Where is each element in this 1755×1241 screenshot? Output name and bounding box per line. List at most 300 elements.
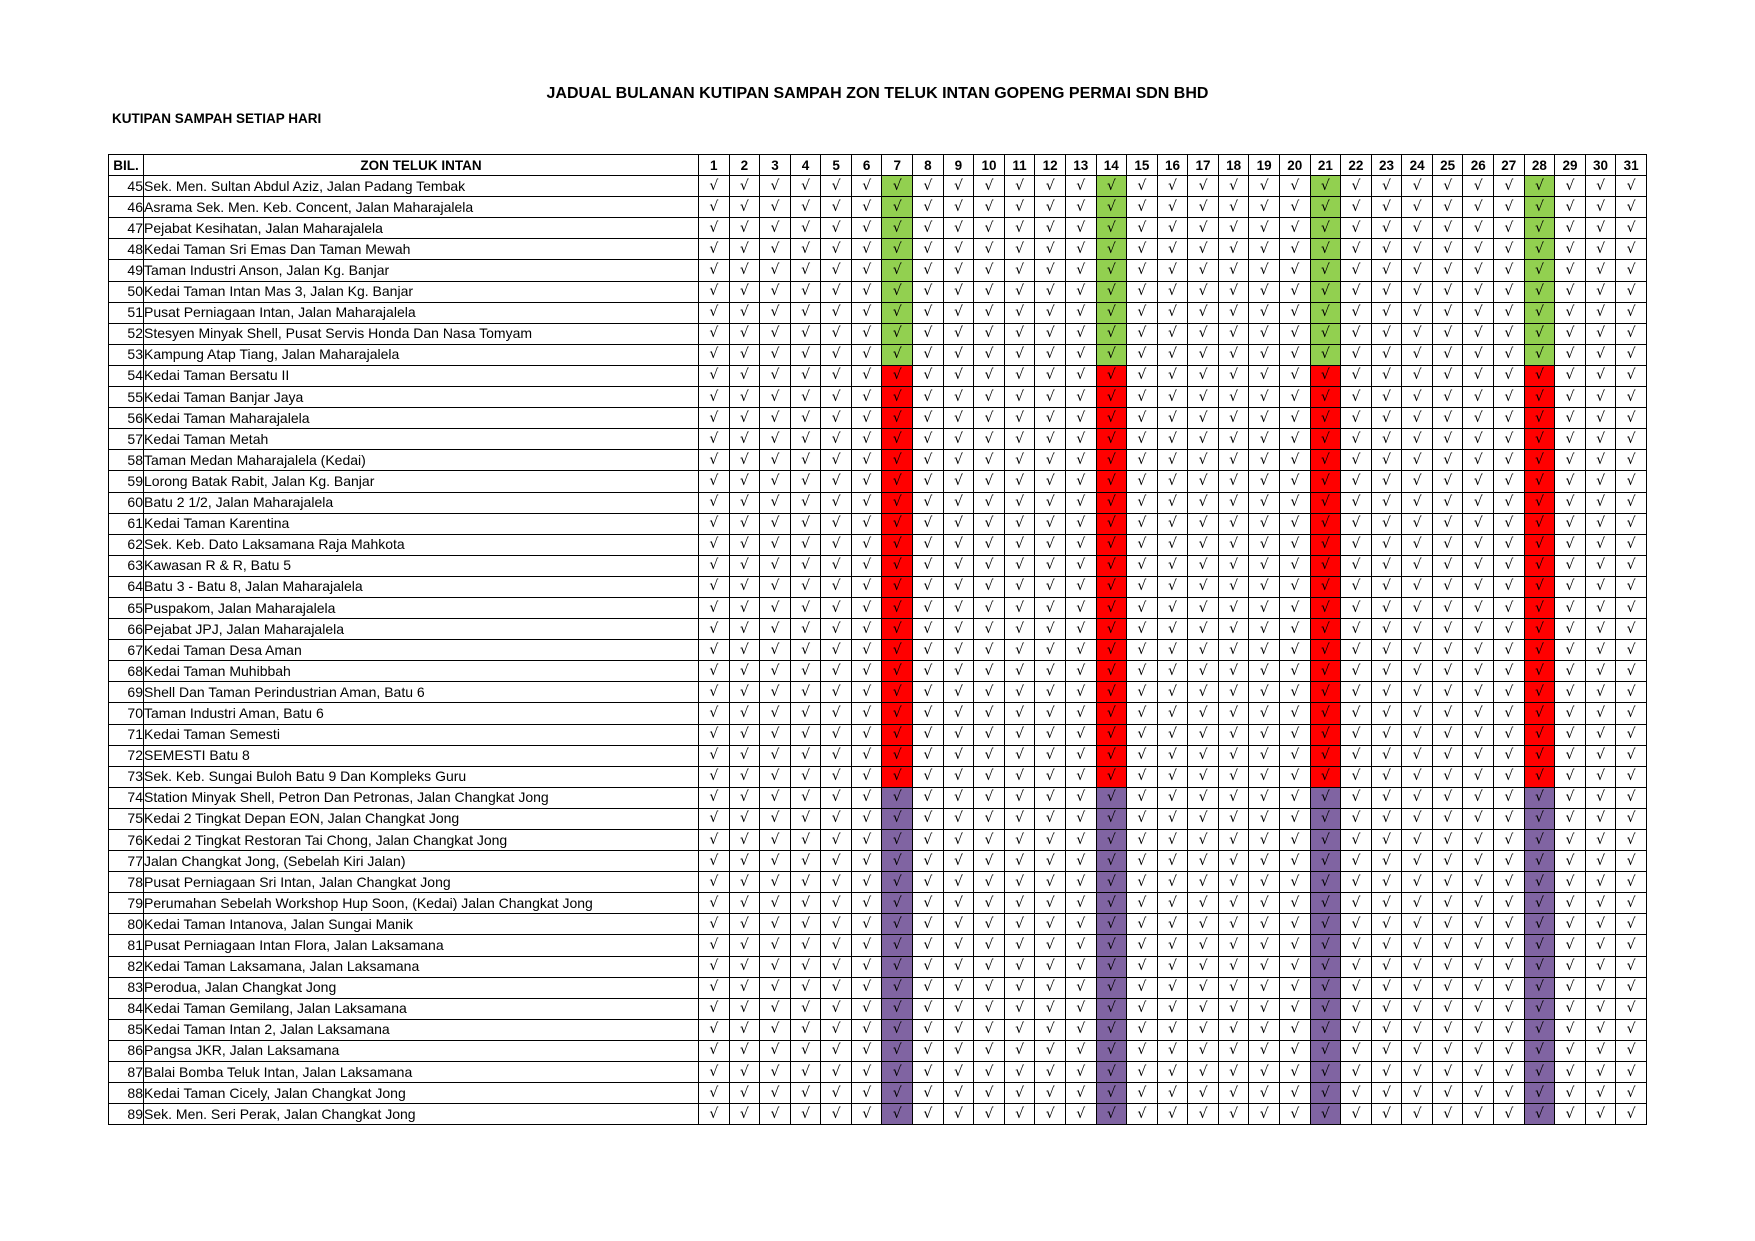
- day-cell-2: √: [729, 787, 760, 808]
- day-cell-4: √: [790, 766, 821, 787]
- day-cell-26: √: [1463, 851, 1494, 872]
- day-cell-11: √: [1004, 260, 1035, 281]
- day-cell-26: √: [1463, 1104, 1494, 1125]
- day-cell-27: √: [1494, 1062, 1525, 1083]
- day-cell-5: √: [821, 1083, 852, 1104]
- day-cell-29: √: [1555, 365, 1586, 386]
- day-cell-29: √: [1555, 1019, 1586, 1040]
- day-cell-25: √: [1432, 766, 1463, 787]
- day-cell-13: √: [1065, 956, 1096, 977]
- day-cell-7: √: [882, 619, 913, 640]
- day-cell-23: √: [1371, 513, 1402, 534]
- day-cell-7: √: [882, 893, 913, 914]
- day-cell-25: √: [1432, 323, 1463, 344]
- day-cell-7: √: [882, 851, 913, 872]
- day-cell-22: √: [1341, 914, 1372, 935]
- day-cell-20: √: [1279, 555, 1310, 576]
- day-cell-30: √: [1585, 197, 1616, 218]
- day-cell-15: √: [1127, 471, 1158, 492]
- day-cell-31: √: [1616, 408, 1647, 429]
- day-cell-12: √: [1035, 766, 1066, 787]
- day-cell-19: √: [1249, 914, 1280, 935]
- day-cell-2: √: [729, 344, 760, 365]
- day-cell-5: √: [821, 429, 852, 450]
- day-cell-5: √: [821, 492, 852, 513]
- day-cell-19: √: [1249, 998, 1280, 1019]
- day-cell-5: √: [821, 387, 852, 408]
- table-row: [109, 935, 1647, 956]
- day-cell-23: √: [1371, 808, 1402, 829]
- day-cell-23: √: [1371, 450, 1402, 471]
- day-cell-4: √: [790, 450, 821, 471]
- day-cell-30: √: [1585, 239, 1616, 260]
- table-header-row: [109, 155, 1647, 176]
- row-number: 79: [109, 893, 144, 914]
- row-number: 85: [109, 1019, 144, 1040]
- day-cell-7: √: [882, 830, 913, 851]
- day-cell-26: √: [1463, 998, 1494, 1019]
- header-day-23: 23: [1371, 155, 1402, 176]
- day-cell-14: √: [1096, 956, 1127, 977]
- day-cell-1: √: [699, 1104, 730, 1125]
- day-cell-26: √: [1463, 576, 1494, 597]
- day-cell-10: √: [974, 640, 1005, 661]
- day-cell-3: √: [760, 893, 791, 914]
- day-cell-13: √: [1065, 218, 1096, 239]
- day-cell-8: √: [913, 745, 944, 766]
- day-cell-31: √: [1616, 830, 1647, 851]
- day-cell-12: √: [1035, 302, 1066, 323]
- day-cell-26: √: [1463, 787, 1494, 808]
- table-body: [109, 176, 1647, 1125]
- day-cell-31: √: [1616, 344, 1647, 365]
- table-row: [109, 387, 1647, 408]
- day-cell-23: √: [1371, 302, 1402, 323]
- day-cell-21: √: [1310, 914, 1341, 935]
- day-cell-26: √: [1463, 492, 1494, 513]
- day-cell-24: √: [1402, 808, 1433, 829]
- day-cell-10: √: [974, 998, 1005, 1019]
- day-cell-12: √: [1035, 176, 1066, 197]
- table-row: [109, 197, 1647, 218]
- day-cell-11: √: [1004, 830, 1035, 851]
- day-cell-17: √: [1188, 1104, 1219, 1125]
- day-cell-9: √: [943, 471, 974, 492]
- day-cell-31: √: [1616, 1062, 1647, 1083]
- day-cell-3: √: [760, 218, 791, 239]
- day-cell-4: √: [790, 808, 821, 829]
- day-cell-27: √: [1494, 787, 1525, 808]
- header-day-28: 28: [1524, 155, 1555, 176]
- day-cell-10: √: [974, 344, 1005, 365]
- day-cell-9: √: [943, 260, 974, 281]
- day-cell-21: √: [1310, 450, 1341, 471]
- day-cell-29: √: [1555, 450, 1586, 471]
- day-cell-4: √: [790, 576, 821, 597]
- day-cell-29: √: [1555, 597, 1586, 618]
- day-cell-16: √: [1157, 851, 1188, 872]
- day-cell-12: √: [1035, 429, 1066, 450]
- day-cell-28: √: [1524, 597, 1555, 618]
- day-cell-18: √: [1218, 471, 1249, 492]
- table-row: [109, 1019, 1647, 1040]
- day-cell-5: √: [821, 998, 852, 1019]
- day-cell-24: √: [1402, 766, 1433, 787]
- day-cell-21: √: [1310, 239, 1341, 260]
- day-cell-6: √: [851, 260, 882, 281]
- day-cell-22: √: [1341, 956, 1372, 977]
- zone-name: SEMESTI Batu 8: [144, 745, 699, 766]
- day-cell-17: √: [1188, 1062, 1219, 1083]
- day-cell-4: √: [790, 724, 821, 745]
- day-cell-6: √: [851, 239, 882, 260]
- day-cell-9: √: [943, 387, 974, 408]
- day-cell-21: √: [1310, 766, 1341, 787]
- day-cell-6: √: [851, 365, 882, 386]
- day-cell-4: √: [790, 640, 821, 661]
- day-cell-18: √: [1218, 365, 1249, 386]
- day-cell-25: √: [1432, 408, 1463, 429]
- day-cell-7: √: [882, 429, 913, 450]
- day-cell-22: √: [1341, 830, 1372, 851]
- day-cell-10: √: [974, 387, 1005, 408]
- day-cell-20: √: [1279, 935, 1310, 956]
- day-cell-26: √: [1463, 387, 1494, 408]
- day-cell-21: √: [1310, 281, 1341, 302]
- day-cell-25: √: [1432, 977, 1463, 998]
- day-cell-15: √: [1127, 745, 1158, 766]
- day-cell-27: √: [1494, 1104, 1525, 1125]
- zone-name: Puspakom, Jalan Maharajalela: [144, 597, 699, 618]
- day-cell-20: √: [1279, 218, 1310, 239]
- day-cell-15: √: [1127, 513, 1158, 534]
- day-cell-11: √: [1004, 555, 1035, 576]
- day-cell-16: √: [1157, 218, 1188, 239]
- day-cell-13: √: [1065, 176, 1096, 197]
- day-cell-31: √: [1616, 640, 1647, 661]
- day-cell-26: √: [1463, 450, 1494, 471]
- day-cell-11: √: [1004, 787, 1035, 808]
- day-cell-30: √: [1585, 977, 1616, 998]
- day-cell-20: √: [1279, 830, 1310, 851]
- day-cell-27: √: [1494, 365, 1525, 386]
- day-cell-29: √: [1555, 471, 1586, 492]
- zone-name: Pejabat JPJ, Jalan Maharajalela: [144, 619, 699, 640]
- day-cell-14: √: [1096, 597, 1127, 618]
- day-cell-17: √: [1188, 661, 1219, 682]
- day-cell-27: √: [1494, 724, 1525, 745]
- day-cell-14: √: [1096, 851, 1127, 872]
- day-cell-17: √: [1188, 745, 1219, 766]
- day-cell-23: √: [1371, 1040, 1402, 1061]
- header-day-12: 12: [1035, 155, 1066, 176]
- day-cell-20: √: [1279, 387, 1310, 408]
- day-cell-12: √: [1035, 640, 1066, 661]
- day-cell-19: √: [1249, 640, 1280, 661]
- day-cell-3: √: [760, 408, 791, 429]
- day-cell-16: √: [1157, 597, 1188, 618]
- day-cell-28: √: [1524, 450, 1555, 471]
- day-cell-2: √: [729, 429, 760, 450]
- day-cell-7: √: [882, 977, 913, 998]
- day-cell-20: √: [1279, 471, 1310, 492]
- day-cell-3: √: [760, 682, 791, 703]
- day-cell-6: √: [851, 1040, 882, 1061]
- day-cell-26: √: [1463, 724, 1494, 745]
- day-cell-25: √: [1432, 1040, 1463, 1061]
- day-cell-16: √: [1157, 661, 1188, 682]
- table-row: [109, 534, 1647, 555]
- day-cell-3: √: [760, 830, 791, 851]
- day-cell-8: √: [913, 429, 944, 450]
- day-cell-27: √: [1494, 745, 1525, 766]
- day-cell-24: √: [1402, 597, 1433, 618]
- day-cell-25: √: [1432, 260, 1463, 281]
- table-row: [109, 619, 1647, 640]
- day-cell-21: √: [1310, 893, 1341, 914]
- day-cell-6: √: [851, 956, 882, 977]
- day-cell-5: √: [821, 872, 852, 893]
- day-cell-19: √: [1249, 1040, 1280, 1061]
- day-cell-5: √: [821, 956, 852, 977]
- day-cell-20: √: [1279, 682, 1310, 703]
- day-cell-28: √: [1524, 682, 1555, 703]
- day-cell-19: √: [1249, 218, 1280, 239]
- day-cell-23: √: [1371, 619, 1402, 640]
- day-cell-5: √: [821, 344, 852, 365]
- day-cell-15: √: [1127, 281, 1158, 302]
- day-cell-5: √: [821, 914, 852, 935]
- day-cell-15: √: [1127, 1104, 1158, 1125]
- day-cell-11: √: [1004, 597, 1035, 618]
- day-cell-13: √: [1065, 260, 1096, 281]
- day-cell-25: √: [1432, 576, 1463, 597]
- row-number: 89: [109, 1104, 144, 1125]
- day-cell-31: √: [1616, 239, 1647, 260]
- day-cell-22: √: [1341, 302, 1372, 323]
- day-cell-7: √: [882, 176, 913, 197]
- day-cell-9: √: [943, 176, 974, 197]
- day-cell-22: √: [1341, 766, 1372, 787]
- day-cell-18: √: [1218, 872, 1249, 893]
- day-cell-24: √: [1402, 302, 1433, 323]
- day-cell-27: √: [1494, 239, 1525, 260]
- day-cell-11: √: [1004, 808, 1035, 829]
- day-cell-3: √: [760, 1040, 791, 1061]
- day-cell-21: √: [1310, 724, 1341, 745]
- day-cell-19: √: [1249, 703, 1280, 724]
- day-cell-15: √: [1127, 619, 1158, 640]
- day-cell-4: √: [790, 471, 821, 492]
- day-cell-10: √: [974, 745, 1005, 766]
- day-cell-11: √: [1004, 640, 1035, 661]
- row-number: 88: [109, 1083, 144, 1104]
- day-cell-27: √: [1494, 682, 1525, 703]
- day-cell-17: √: [1188, 302, 1219, 323]
- day-cell-7: √: [882, 1019, 913, 1040]
- row-number: 74: [109, 787, 144, 808]
- day-cell-19: √: [1249, 956, 1280, 977]
- day-cell-13: √: [1065, 597, 1096, 618]
- day-cell-27: √: [1494, 872, 1525, 893]
- day-cell-13: √: [1065, 365, 1096, 386]
- header-day-24: 24: [1402, 155, 1433, 176]
- day-cell-5: √: [821, 597, 852, 618]
- row-number: 76: [109, 830, 144, 851]
- day-cell-2: √: [729, 724, 760, 745]
- day-cell-4: √: [790, 619, 821, 640]
- day-cell-24: √: [1402, 281, 1433, 302]
- day-cell-26: √: [1463, 703, 1494, 724]
- day-cell-24: √: [1402, 619, 1433, 640]
- day-cell-13: √: [1065, 1019, 1096, 1040]
- day-cell-3: √: [760, 745, 791, 766]
- day-cell-11: √: [1004, 218, 1035, 239]
- day-cell-8: √: [913, 935, 944, 956]
- zone-name: Balai Bomba Teluk Intan, Jalan Laksamana: [144, 1062, 699, 1083]
- day-cell-20: √: [1279, 281, 1310, 302]
- day-cell-20: √: [1279, 597, 1310, 618]
- row-number: 51: [109, 302, 144, 323]
- day-cell-23: √: [1371, 787, 1402, 808]
- day-cell-17: √: [1188, 956, 1219, 977]
- day-cell-2: √: [729, 682, 760, 703]
- day-cell-4: √: [790, 1040, 821, 1061]
- day-cell-4: √: [790, 513, 821, 534]
- day-cell-21: √: [1310, 619, 1341, 640]
- day-cell-26: √: [1463, 914, 1494, 935]
- day-cell-14: √: [1096, 808, 1127, 829]
- zone-name: Kedai Taman Desa Aman: [144, 640, 699, 661]
- day-cell-14: √: [1096, 576, 1127, 597]
- zone-name: Pusat Perniagaan Intan, Jalan Maharajalela: [144, 302, 699, 323]
- day-cell-23: √: [1371, 893, 1402, 914]
- day-cell-3: √: [760, 197, 791, 218]
- day-cell-21: √: [1310, 640, 1341, 661]
- day-cell-12: √: [1035, 597, 1066, 618]
- day-cell-14: √: [1096, 387, 1127, 408]
- day-cell-26: √: [1463, 344, 1494, 365]
- day-cell-8: √: [913, 830, 944, 851]
- day-cell-2: √: [729, 1019, 760, 1040]
- day-cell-30: √: [1585, 640, 1616, 661]
- day-cell-23: √: [1371, 766, 1402, 787]
- day-cell-20: √: [1279, 197, 1310, 218]
- day-cell-6: √: [851, 830, 882, 851]
- day-cell-15: √: [1127, 914, 1158, 935]
- day-cell-14: √: [1096, 682, 1127, 703]
- day-cell-22: √: [1341, 682, 1372, 703]
- day-cell-20: √: [1279, 619, 1310, 640]
- day-cell-24: √: [1402, 914, 1433, 935]
- day-cell-27: √: [1494, 471, 1525, 492]
- day-cell-21: √: [1310, 576, 1341, 597]
- day-cell-4: √: [790, 197, 821, 218]
- day-cell-30: √: [1585, 830, 1616, 851]
- day-cell-23: √: [1371, 365, 1402, 386]
- day-cell-29: √: [1555, 1104, 1586, 1125]
- day-cell-5: √: [821, 1019, 852, 1040]
- day-cell-5: √: [821, 977, 852, 998]
- day-cell-5: √: [821, 935, 852, 956]
- day-cell-2: √: [729, 956, 760, 977]
- day-cell-18: √: [1218, 323, 1249, 344]
- row-number: 77: [109, 851, 144, 872]
- day-cell-21: √: [1310, 218, 1341, 239]
- day-cell-22: √: [1341, 893, 1372, 914]
- day-cell-6: √: [851, 597, 882, 618]
- day-cell-15: √: [1127, 323, 1158, 344]
- day-cell-16: √: [1157, 323, 1188, 344]
- day-cell-7: √: [882, 1083, 913, 1104]
- day-cell-24: √: [1402, 851, 1433, 872]
- day-cell-27: √: [1494, 513, 1525, 534]
- day-cell-17: √: [1188, 724, 1219, 745]
- day-cell-9: √: [943, 640, 974, 661]
- day-cell-29: √: [1555, 239, 1586, 260]
- day-cell-17: √: [1188, 534, 1219, 555]
- day-cell-3: √: [760, 724, 791, 745]
- day-cell-26: √: [1463, 218, 1494, 239]
- day-cell-6: √: [851, 302, 882, 323]
- day-cell-15: √: [1127, 724, 1158, 745]
- day-cell-3: √: [760, 387, 791, 408]
- day-cell-9: √: [943, 197, 974, 218]
- header-day-6: 6: [851, 155, 882, 176]
- table-row: [109, 745, 1647, 766]
- day-cell-8: √: [913, 281, 944, 302]
- day-cell-2: √: [729, 218, 760, 239]
- table-row: [109, 766, 1647, 787]
- day-cell-26: √: [1463, 830, 1494, 851]
- day-cell-9: √: [943, 1062, 974, 1083]
- zone-name: Pangsa JKR, Jalan Laksamana: [144, 1040, 699, 1061]
- day-cell-29: √: [1555, 408, 1586, 429]
- day-cell-12: √: [1035, 1062, 1066, 1083]
- table-row: [109, 260, 1647, 281]
- day-cell-6: √: [851, 555, 882, 576]
- day-cell-14: √: [1096, 555, 1127, 576]
- day-cell-2: √: [729, 408, 760, 429]
- day-cell-1: √: [699, 239, 730, 260]
- day-cell-9: √: [943, 872, 974, 893]
- day-cell-15: √: [1127, 597, 1158, 618]
- day-cell-9: √: [943, 998, 974, 1019]
- day-cell-25: √: [1432, 597, 1463, 618]
- day-cell-26: √: [1463, 640, 1494, 661]
- day-cell-29: √: [1555, 977, 1586, 998]
- day-cell-22: √: [1341, 281, 1372, 302]
- day-cell-31: √: [1616, 429, 1647, 450]
- day-cell-28: √: [1524, 724, 1555, 745]
- day-cell-1: √: [699, 302, 730, 323]
- day-cell-12: √: [1035, 218, 1066, 239]
- header-day-10: 10: [974, 155, 1005, 176]
- day-cell-21: √: [1310, 387, 1341, 408]
- day-cell-4: √: [790, 534, 821, 555]
- day-cell-19: √: [1249, 766, 1280, 787]
- day-cell-10: √: [974, 851, 1005, 872]
- day-cell-24: √: [1402, 745, 1433, 766]
- day-cell-16: √: [1157, 682, 1188, 703]
- day-cell-3: √: [760, 619, 791, 640]
- day-cell-16: √: [1157, 1062, 1188, 1083]
- day-cell-21: √: [1310, 555, 1341, 576]
- day-cell-19: √: [1249, 471, 1280, 492]
- day-cell-25: √: [1432, 218, 1463, 239]
- day-cell-17: √: [1188, 239, 1219, 260]
- day-cell-14: √: [1096, 935, 1127, 956]
